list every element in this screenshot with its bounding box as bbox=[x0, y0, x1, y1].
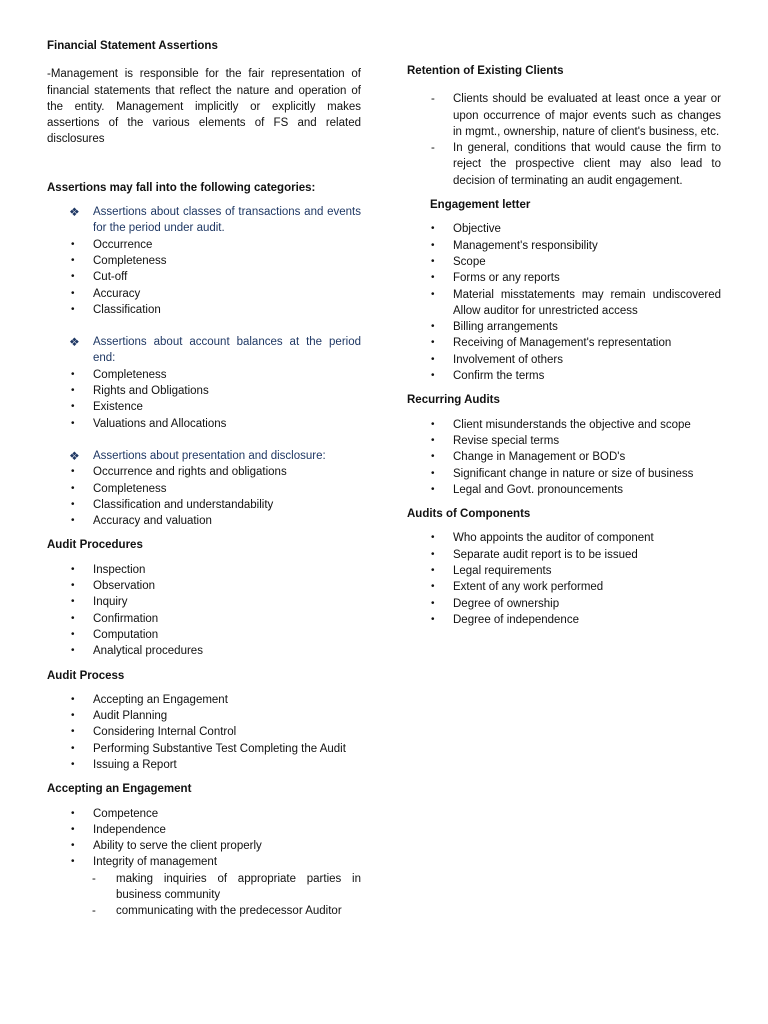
bullet-icon: • bbox=[71, 401, 75, 413]
engagement-letter-list bbox=[407, 221, 721, 384]
dash-bullet-icon: - bbox=[431, 142, 435, 155]
bullet-icon: • bbox=[71, 417, 75, 429]
list-item: • Management's responsibility bbox=[407, 238, 721, 254]
group-title: ❖ Assertions about classes of transactions and events for the period under audit. bbox=[69, 205, 361, 235]
bullet-icon: • bbox=[71, 563, 75, 575]
dash-bullet-icon: - bbox=[431, 93, 435, 106]
dash-bullet-icon: - bbox=[92, 905, 96, 918]
list-item: • Inquiry bbox=[47, 594, 361, 610]
list-item: • Valuations and Allocations bbox=[47, 416, 361, 432]
sub-list-item: - making inquiries of appropriate parties in business community bbox=[92, 872, 361, 902]
audit-process-heading: Audit Process bbox=[47, 669, 125, 682]
list-item: • Analytical procedures bbox=[47, 643, 361, 659]
bullet-icon: • bbox=[71, 823, 75, 835]
list-item: • Observation bbox=[47, 578, 361, 594]
list-item: • Scope bbox=[407, 254, 721, 270]
list-item: • Receiving of Management's representation bbox=[407, 335, 721, 351]
bullet-icon: • bbox=[431, 255, 435, 267]
bullet-icon: • bbox=[431, 418, 435, 430]
group-title: ❖ Assertions about account balances at the period end: bbox=[69, 335, 361, 365]
list-item: • Confirm the terms bbox=[407, 368, 721, 384]
list-item: • Computation bbox=[47, 627, 361, 643]
bullet-icon: • bbox=[431, 467, 435, 479]
dash-bullet-icon: - bbox=[92, 872, 96, 885]
audits-of-components-list bbox=[407, 530, 721, 628]
bullet-icon: • bbox=[431, 548, 435, 560]
list-item: • Separate audit report is to be issued bbox=[407, 547, 721, 563]
bullet-icon: • bbox=[71, 596, 75, 608]
bullet-icon: • bbox=[71, 856, 75, 868]
list-item: • Occurrence and rights and obligations bbox=[47, 464, 361, 480]
list-item: • Completeness bbox=[47, 253, 361, 269]
list-item: • Objective bbox=[407, 221, 721, 237]
diamond-bullet-icon: ❖ bbox=[69, 335, 80, 350]
group-1-list bbox=[47, 237, 361, 318]
bullet-icon: • bbox=[71, 303, 75, 315]
bullet-icon: • bbox=[71, 742, 75, 754]
diamond-bullet-icon: ❖ bbox=[69, 205, 80, 220]
list-item: • Integrity of management bbox=[47, 854, 361, 870]
list-item: • Forms or any reports bbox=[407, 270, 721, 286]
list-item: • Performing Substantive Test Completing the Audit bbox=[47, 741, 361, 757]
list-item: - In general, conditions that would cause the firm to reject the prospective client may also lead to decision of terminating an audit engagement. bbox=[431, 142, 721, 187]
list-item: • Billing arrangements bbox=[407, 319, 721, 335]
bullet-icon: • bbox=[71, 710, 75, 722]
list-item: • Who appoints the auditor of component bbox=[407, 530, 721, 546]
bullet-icon: • bbox=[71, 498, 75, 510]
bullet-icon: • bbox=[71, 693, 75, 705]
audit-process-list bbox=[47, 692, 361, 773]
bullet-icon: • bbox=[431, 483, 435, 495]
list-item: • Legal and Govt. pronouncements bbox=[407, 482, 721, 498]
bullet-icon: • bbox=[71, 726, 75, 738]
list-item: • Degree of ownership bbox=[407, 596, 721, 612]
bullet-icon: • bbox=[431, 353, 435, 365]
bullet-icon: • bbox=[71, 840, 75, 852]
bullet-icon: • bbox=[71, 482, 75, 494]
engagement-letter-heading: Engagement letter bbox=[430, 199, 531, 212]
list-item: • Classification and understandability bbox=[47, 497, 361, 513]
left-column bbox=[47, 38, 361, 920]
list-item: • Change in Management or BOD's bbox=[407, 449, 721, 465]
integrity-sub-list bbox=[47, 871, 361, 920]
bullet-icon: • bbox=[71, 271, 75, 283]
retention-heading: Retention of Existing Clients bbox=[407, 65, 564, 77]
list-item: • Cut-off bbox=[47, 269, 361, 285]
bullet-icon: • bbox=[431, 321, 435, 333]
bullet-icon: • bbox=[71, 628, 75, 640]
list-item: • Ability to serve the client properly bbox=[47, 838, 361, 854]
list-item: • Legal requirements bbox=[407, 563, 721, 579]
sub-list-item: - communicating with the predecessor Auditor bbox=[47, 903, 361, 919]
recurring-audits-heading: Recurring Audits bbox=[407, 394, 500, 407]
diamond-bullet-icon: ❖ bbox=[69, 448, 80, 463]
group-3-list bbox=[47, 464, 361, 529]
list-item: • Audit Planning bbox=[47, 708, 361, 724]
audit-procedures-heading: Audit Procedures bbox=[47, 539, 143, 552]
list-item: • Competence bbox=[47, 806, 361, 822]
audit-procedures-list bbox=[47, 562, 361, 660]
list-item: • Considering Internal Control bbox=[47, 724, 361, 740]
section-title-fs-assertions: Financial Statement Assertions bbox=[47, 40, 218, 52]
list-item: • Occurrence bbox=[47, 237, 361, 253]
recurring-audits-list bbox=[407, 417, 721, 498]
assertion-group-1 bbox=[47, 204, 361, 237]
list-item: • Completeness bbox=[47, 367, 361, 383]
accepting-engagement-list bbox=[47, 806, 361, 871]
group-title: ❖ Assertions about presentation and disclosure: bbox=[69, 448, 326, 463]
group-2-list bbox=[47, 367, 361, 432]
list-item: • Inspection bbox=[47, 562, 361, 578]
bullet-icon: • bbox=[71, 807, 75, 819]
bullet-icon: • bbox=[431, 581, 435, 593]
bullet-icon: • bbox=[71, 466, 75, 478]
list-item: - Clients should be evaluated at least once a year or upon occurrence of major events such as changes in mgmt., ownership, nature of client's business, etc. bbox=[431, 93, 721, 138]
bullet-icon: • bbox=[71, 515, 75, 527]
bullet-icon: • bbox=[431, 288, 435, 300]
categories-heading: Assertions may fall into the following categories: bbox=[47, 181, 316, 194]
list-item: • Accepting an Engagement bbox=[47, 692, 361, 708]
bullet-icon: • bbox=[71, 758, 75, 770]
bullet-icon: • bbox=[431, 532, 435, 544]
bullet-icon: • bbox=[431, 434, 435, 446]
audits-of-components-heading: Audits of Components bbox=[407, 508, 531, 521]
bullet-icon: • bbox=[71, 238, 75, 250]
bullet-icon: • bbox=[431, 239, 435, 251]
list-item: • Completeness bbox=[47, 481, 361, 497]
bullet-icon: • bbox=[71, 368, 75, 380]
accepting-engagement-heading: Accepting an Engagement bbox=[47, 783, 192, 796]
list-item: • Independence bbox=[47, 822, 361, 838]
list-item: • Accuracy bbox=[47, 286, 361, 302]
bullet-icon: • bbox=[431, 565, 435, 577]
list-item: • Confirmation bbox=[47, 611, 361, 627]
list-item: • Rights and Obligations bbox=[47, 383, 361, 399]
list-item: • Accuracy and valuation bbox=[47, 513, 361, 529]
list-item: • Extent of any work performed bbox=[407, 579, 721, 595]
right-column bbox=[407, 63, 721, 628]
bullet-icon: • bbox=[71, 287, 75, 299]
list-item: • Involvement of others bbox=[407, 352, 721, 368]
bullet-icon: • bbox=[71, 612, 75, 624]
list-item: • Revise special terms bbox=[407, 433, 721, 449]
bullet-icon: • bbox=[71, 580, 75, 592]
bullet-icon: • bbox=[431, 223, 435, 235]
list-item: • Existence bbox=[47, 399, 361, 415]
intro-paragraph: -Management is responsible for the fair representation of financial statements that reflect the nature and operation of the entity. Management implicitly or explicitly makes assertions of the various elements of FS and related disclosures bbox=[47, 68, 361, 146]
list-item: • Degree of independence bbox=[407, 612, 721, 628]
list-item: • Issuing a Report bbox=[47, 757, 361, 773]
list-item: • Client misunderstands the objective and scope bbox=[407, 417, 721, 433]
bullet-icon: • bbox=[431, 370, 435, 382]
bullet-icon: • bbox=[431, 451, 435, 463]
list-item: • Classification bbox=[47, 302, 361, 318]
bullet-icon: • bbox=[431, 613, 435, 625]
assertion-group-2 bbox=[47, 334, 361, 367]
bullet-icon: • bbox=[71, 385, 75, 397]
bullet-icon: • bbox=[71, 254, 75, 266]
list-item: • Material misstatements may remain undiscovered Allow auditor for unrestricted access bbox=[431, 288, 721, 317]
assertion-group-3 bbox=[47, 448, 361, 464]
list-item: • Significant change in nature or size of business bbox=[407, 466, 721, 482]
bullet-icon: • bbox=[431, 272, 435, 284]
bullet-icon: • bbox=[431, 337, 435, 349]
bullet-icon: • bbox=[71, 645, 75, 657]
retention-list bbox=[407, 91, 721, 189]
bullet-icon: • bbox=[431, 597, 435, 609]
